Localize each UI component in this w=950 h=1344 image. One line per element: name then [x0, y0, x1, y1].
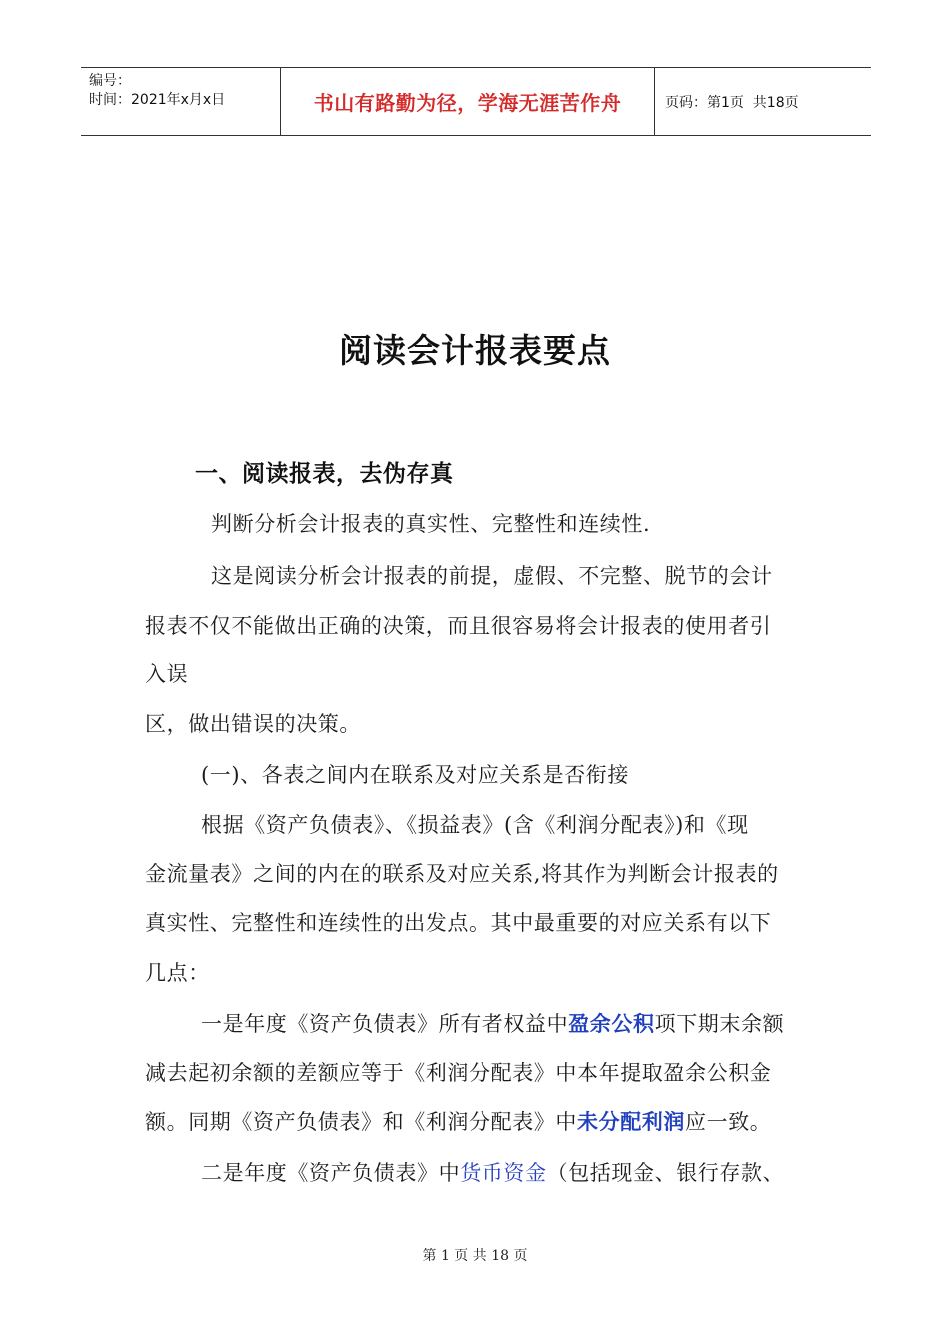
paragraph-line: 判断分析会计报表的真实性、完整性和连续性.	[211, 512, 651, 536]
text-run: 一是年度《资产负债表》所有者权益中	[201, 1012, 569, 1036]
text-run: 应一致。	[685, 1110, 772, 1134]
section-heading: 一、阅读报表，去伪存真	[195, 461, 454, 487]
paragraph-line: 几点：	[145, 961, 210, 985]
paragraph-line: 入误	[145, 662, 189, 686]
header-motto: 书山有路勤为径，学海无涯苦作舟	[281, 68, 655, 135]
paragraph-line: 报表不仅不能做出正确的决策，而且很容易将会计报表的使用者引	[145, 614, 772, 638]
header-number-label: 编号：	[89, 73, 131, 89]
header-page-text: 页码：第1页 共18页	[665, 94, 799, 111]
page-header	[81, 67, 871, 136]
paragraph-line	[201, 1157, 784, 1187]
paragraph-line: 这是阅读分析会计报表的前提，虚假、不完整、脱节的会计	[211, 564, 773, 588]
text-run: （包括现金、银行存款、	[546, 1161, 785, 1185]
header-meta	[81, 68, 281, 135]
keyword-link[interactable]: 未分配利润	[577, 1110, 685, 1134]
header-page-info	[655, 68, 871, 135]
subsection-heading: (一)、各表之间内在联系及对应关系是否衔接	[201, 763, 629, 787]
keyword-link[interactable]: 盈余公积	[568, 1012, 655, 1036]
paragraph-line: 减去起初余额的差额应等于《利润分配表》中本年提取盈余公积金	[145, 1061, 772, 1085]
paragraph-line	[145, 1106, 771, 1136]
paragraph-line: 真实性、完整性和连续性的出发点。其中最重要的对应关系有以下	[145, 911, 772, 935]
header-time-label: 时间：2021年x月x日	[89, 92, 226, 108]
text-run: 项下期末余额	[654, 1012, 785, 1036]
keyword-link[interactable]: 货币资金	[460, 1161, 547, 1185]
document-title: 阅读会计报表要点	[339, 331, 611, 370]
page-footer: 第 1 页 共 18 页	[422, 1248, 528, 1264]
paragraph-line: 金流量表》之间的内在的联系及对应关系,将其作为判断会计报表的	[145, 862, 779, 886]
text-run: 额。同期《资产负债表》和《利润分配表》中	[145, 1110, 577, 1134]
paragraph-line: 根据《资产负债表》、《损益表》(含《利润分配表》)和《现	[201, 813, 749, 837]
paragraph-line: 区，做出错误的决策。	[145, 712, 361, 736]
text-run: 二是年度《资产负债表》中	[201, 1161, 461, 1185]
paragraph-line	[201, 1008, 784, 1038]
